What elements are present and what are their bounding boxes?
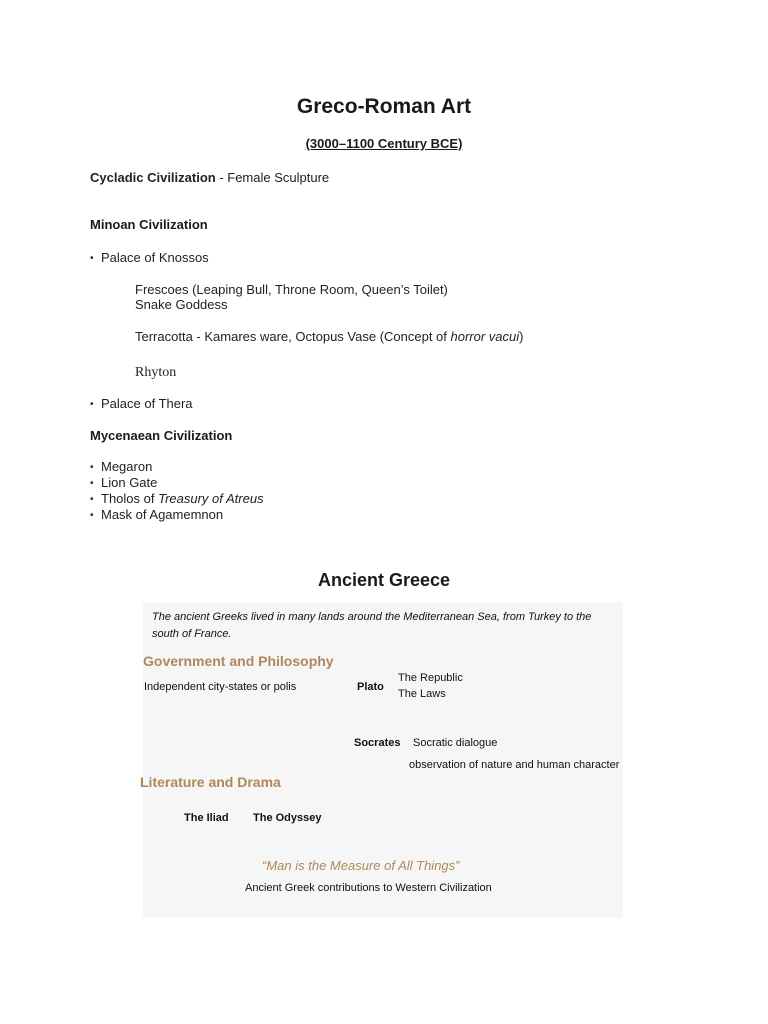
- cycladic-desc: - Female Sculpture: [215, 170, 330, 185]
- snake-goddess-text: Snake Goddess: [135, 297, 228, 312]
- minoan-heading: Minoan Civilization: [90, 217, 208, 232]
- cycladic-heading: Cycladic Civilization: [90, 170, 216, 185]
- bullet-icon: •: [90, 462, 94, 473]
- city-states-text: Independent city-states or polis: [144, 681, 297, 693]
- socratic-dialogue-text: Socratic dialogue: [413, 737, 498, 749]
- terracotta-suffix: ): [519, 329, 524, 344]
- frescoes-text: Frescoes (Leaping Bull, Throne Room, Queen’s Toilet): [135, 282, 448, 297]
- contributions-text: Ancient Greek contributions to Western Civilization: [245, 882, 492, 894]
- quote-text: “Man is the Measure of All Things”: [262, 858, 460, 873]
- intro-line-1: The ancient Greeks lived in many lands around the Mediterranean Sea, from Turkey to the: [152, 611, 592, 623]
- bullet-icon: •: [90, 510, 94, 521]
- list-item-text: Lion Gate: [101, 475, 158, 490]
- terracotta-text: Terracotta - Kamares ware, Octopus Vase (Concept of: [135, 329, 451, 344]
- bullet-icon: •: [90, 399, 94, 410]
- page-subtitle: (3000–1100 Century BCE): [305, 136, 463, 151]
- bullet-icon: •: [90, 478, 94, 489]
- literature-heading: Literature and Drama: [140, 774, 281, 790]
- list-item: [90, 507, 223, 522]
- observation-text: observation of nature and human character: [409, 759, 620, 771]
- republic-text: The Republic: [398, 672, 463, 684]
- list-item: [90, 250, 209, 265]
- list-item: [90, 459, 152, 474]
- ancient-greece-title: Ancient Greece: [317, 570, 451, 590]
- list-item: [90, 475, 157, 490]
- intro-line-2: south of France.: [152, 628, 232, 640]
- page-title: Greco-Roman Art: [296, 95, 472, 118]
- horror-vacui-term: horror vacui: [450, 329, 520, 344]
- list-item-text: Mask of Agamemnon: [101, 507, 224, 522]
- odyssey-label: The Odyssey: [253, 812, 322, 824]
- list-item-text: Megaron: [101, 459, 153, 474]
- cycladic-line: [90, 170, 329, 185]
- list-item: [90, 396, 193, 411]
- government-heading: Government and Philosophy: [143, 653, 334, 669]
- iliad-label: The Iliad: [184, 812, 229, 824]
- plato-label: Plato: [357, 681, 384, 693]
- terracotta-line: [135, 329, 524, 344]
- treasury-term: Treasury of Atreus: [158, 491, 264, 506]
- bullet-icon: •: [90, 494, 94, 505]
- bullet-icon: •: [90, 253, 94, 264]
- list-item-text: Tholos of: [101, 491, 159, 506]
- list-item: [90, 491, 264, 506]
- ancient-greece-panel: [140, 602, 623, 918]
- mycenaean-heading: Mycenaean Civilization: [90, 428, 233, 443]
- laws-text: The Laws: [398, 688, 446, 700]
- socrates-label: Socrates: [354, 737, 401, 749]
- list-item-text: Palace of Knossos: [101, 250, 209, 265]
- rhyton-text: Rhyton: [135, 365, 177, 380]
- list-item-text: Palace of Thera: [101, 396, 193, 411]
